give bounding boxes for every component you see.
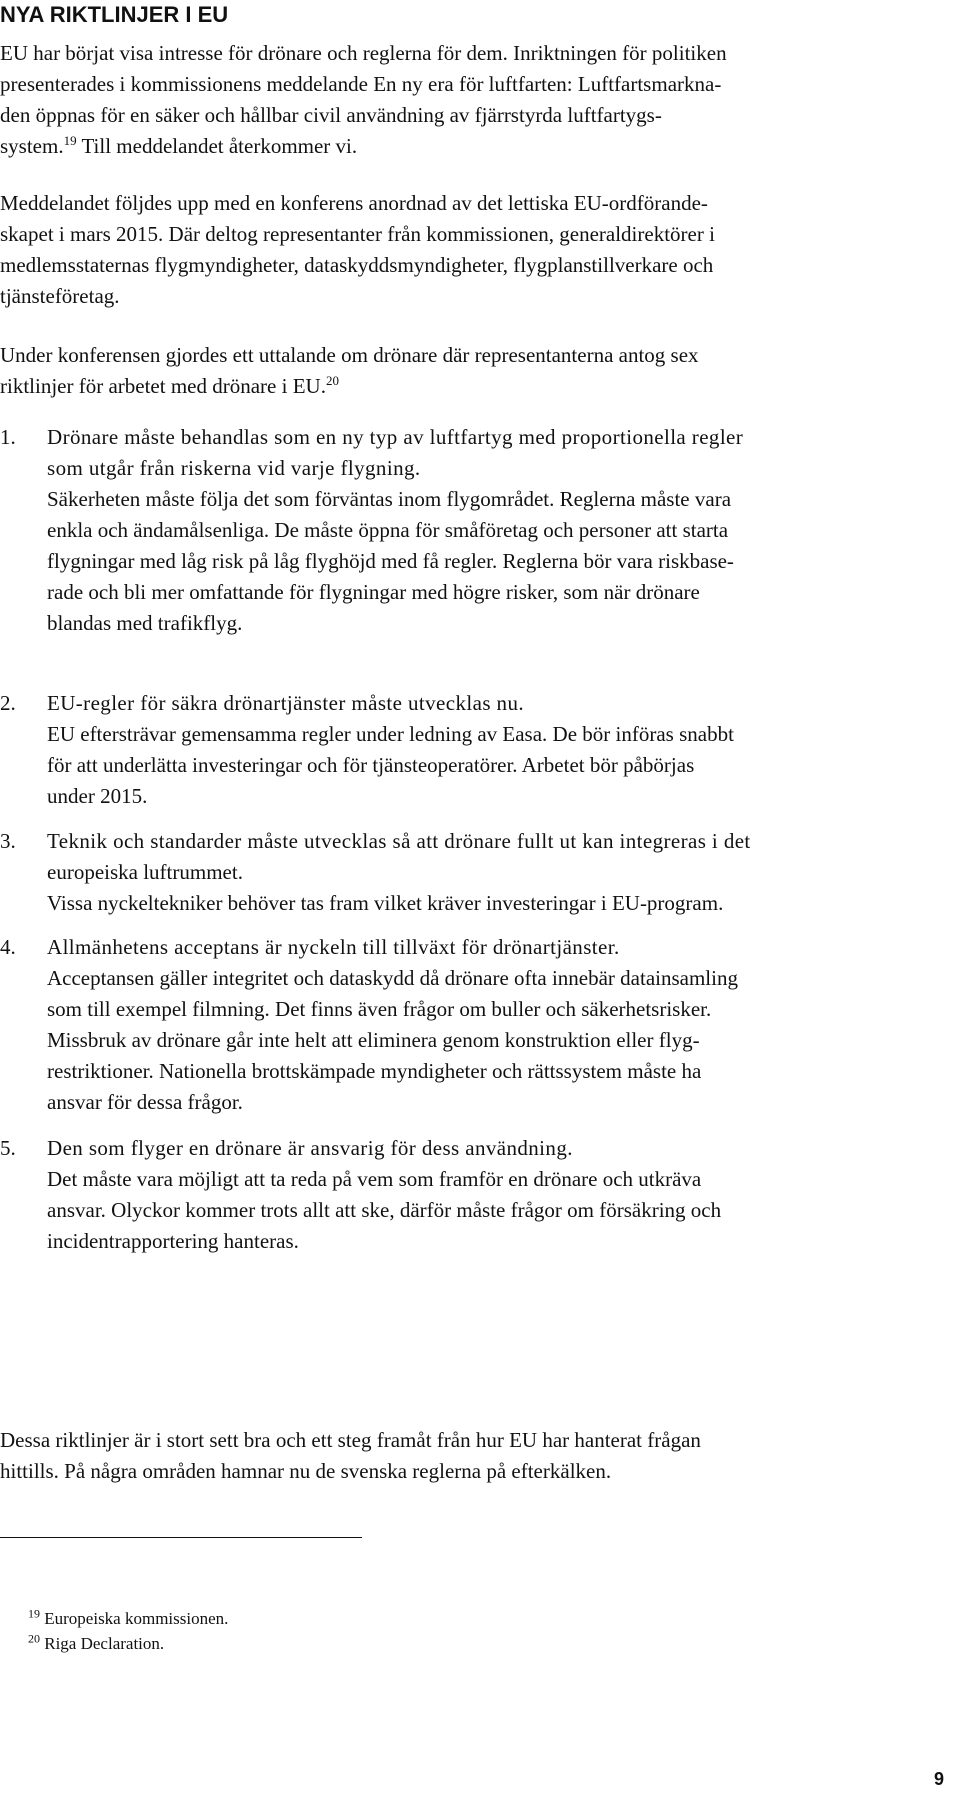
footnote-separator bbox=[0, 1537, 362, 1538]
text-line: hittills. På några områden hamnar nu de svenska reglerna på efterkälken. bbox=[0, 1459, 612, 1483]
intro-paragraph bbox=[0, 38, 948, 162]
text-line: den öppnas för en säker och hållbar civil användning av fjärrstyrda luftfartygs- bbox=[0, 103, 662, 127]
text-line: ansvar. Olyckor kommer trots allt att ske, därför måste frågor om försäkring och bbox=[47, 1198, 722, 1222]
text-fragment: Till meddelandet återkommer vi. bbox=[76, 134, 358, 158]
item-body bbox=[47, 932, 947, 1118]
text-line: Vissa nyckeltekniker behöver tas fram vilket kräver investeringar i EU-program. bbox=[47, 891, 724, 915]
text-fragment: riktlinjer för arbetet med drönare i EU. bbox=[0, 374, 326, 398]
footnote-text: Europeiska kommissionen. bbox=[40, 1609, 229, 1628]
item-number: 3. bbox=[0, 829, 16, 853]
text-line: EU har börjat visa intresse för drönare och reglerna för dem. Inriktningen för politiken bbox=[0, 41, 727, 65]
text-line bbox=[0, 371, 948, 402]
item-body bbox=[47, 826, 947, 919]
text-line: flygningar med låg risk på låg flyghöjd med få regler. Reglerna bör vara riskbase- bbox=[47, 549, 734, 573]
conclusion-paragraph bbox=[0, 1425, 948, 1487]
text-line: enkla och ändamålsenliga. De måste öppna för småföretag och personer att starta bbox=[47, 518, 729, 542]
item-body bbox=[47, 688, 947, 812]
text-line: rade och bli mer omfattande för flygningar med högre risker, som när drönare bbox=[47, 580, 700, 604]
footnote-number: 19 bbox=[28, 1606, 40, 1621]
section-heading: NYA RIKTLINJER I EU bbox=[0, 2, 229, 27]
text-line: under 2015. bbox=[47, 784, 148, 808]
text-line: Acceptansen gäller integritet och dataskydd då drönare ofta innebär datainsamling bbox=[47, 966, 738, 990]
guideline-title: Den som flyger en drönare är ansvarig för dess användning. bbox=[47, 1136, 573, 1160]
guideline-title: Drönare måste behandlas som en ny typ av luftfartyg med proportionella regler bbox=[47, 425, 744, 449]
footnote bbox=[28, 1633, 164, 1655]
guideline-title: Allmänhetens acceptans är nyckeln till tillväxt för drönartjänster. bbox=[47, 935, 620, 959]
text-line: blandas med trafikflyg. bbox=[47, 611, 243, 635]
statement-paragraph bbox=[0, 340, 948, 402]
text-line: Missbruk av drönare går inte helt att eliminera genom konstruktion eller flyg- bbox=[47, 1028, 700, 1052]
footnote-number: 20 bbox=[28, 1631, 40, 1646]
item-body bbox=[47, 422, 947, 639]
guideline-title: som utgår från riskerna vid varje flygning. bbox=[47, 456, 421, 480]
text-line: EU eftersträvar gemensamma regler under ledning av Easa. De bör införas snabbt bbox=[47, 722, 734, 746]
text-line: restriktioner. Nationella brottskämpade myndigheter och rättssystem måste ha bbox=[47, 1059, 702, 1083]
page-number: 9 bbox=[934, 1769, 945, 1789]
conference-paragraph bbox=[0, 188, 948, 312]
text-line: medlemsstaternas flygmyndigheter, dataskyddsmyndigheter, flygplanstillverkare och bbox=[0, 253, 714, 277]
text-line: incidentrapportering hanteras. bbox=[47, 1229, 299, 1253]
text-line: Meddelandet följdes upp med en konferens anordnad av det lettiska EU-ordförande- bbox=[0, 191, 708, 215]
text-line: Säkerheten måste följa det som förväntas inom flygområdet. Reglerna måste vara bbox=[47, 487, 732, 511]
text-line: europeiska luftrummet. bbox=[47, 860, 243, 884]
text-line: Dessa riktlinjer är i stort sett bra och ett steg framåt från hur EU har hanterat frågan bbox=[0, 1428, 701, 1452]
guideline-title: Teknik och standarder måste utvecklas så att drönare fullt ut kan integreras i det bbox=[47, 829, 751, 853]
text-line: ansvar för dessa frågor. bbox=[47, 1090, 243, 1114]
text-line: Under konferensen gjordes ett uttalande om drönare där representanterna antog sex bbox=[0, 343, 699, 367]
text-line: skapet i mars 2015. Där deltog representanter från kommissionen, generaldirektörer i bbox=[0, 222, 715, 246]
text-line: Det måste vara möjligt att ta reda på vem som framför en drönare och utkräva bbox=[47, 1167, 702, 1191]
footnote-text: Riga Declaration. bbox=[40, 1634, 165, 1653]
item-number: 2. bbox=[0, 691, 16, 715]
guideline-title: EU-regler för säkra drönartjänster måste utvecklas nu. bbox=[47, 691, 524, 715]
text-line: för att underlätta investeringar och för tjänsteoperatörer. Arbetet bör påbörjas bbox=[47, 753, 695, 777]
footnote-reference: 20 bbox=[325, 373, 339, 388]
footnote bbox=[28, 1608, 228, 1630]
item-number: 5. bbox=[0, 1136, 16, 1160]
text-line: presenterades i kommissionens meddelande En ny era för luftfarten: Luftfartsmarkna- bbox=[0, 72, 722, 96]
text-line bbox=[0, 131, 948, 162]
item-number: 4. bbox=[0, 935, 16, 959]
text-line: som till exempel filmning. Det finns även frågor om buller och säkerhetsrisker. bbox=[47, 997, 712, 1021]
item-number: 1. bbox=[0, 425, 16, 449]
text-line: tjänsteföretag. bbox=[0, 284, 120, 308]
item-body bbox=[47, 1133, 947, 1257]
footnote-reference: 19 bbox=[63, 133, 77, 148]
text-fragment: system. bbox=[0, 134, 64, 158]
